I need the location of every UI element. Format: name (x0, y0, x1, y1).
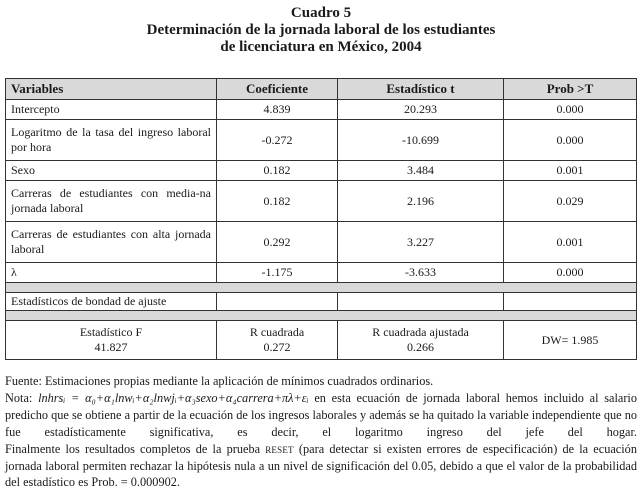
separator-cell (6, 283, 637, 293)
row-coef: 4.839 (217, 100, 338, 120)
row-t: 20.293 (338, 100, 504, 120)
adj-r2-value: 0.266 (407, 340, 434, 354)
fit-label: Estadísticos de bondad de ajuste (6, 293, 217, 311)
separator-row (6, 283, 637, 293)
row-variable: Sexo (6, 161, 217, 181)
empty-cell (338, 293, 504, 311)
f-stat-value: 41.827 (94, 340, 128, 354)
header-variables: Variables (6, 79, 217, 100)
reset-note (5, 441, 637, 492)
nota-prefix: Nota: (5, 390, 39, 405)
row-variable: Carreras de estudiantes con alta jornada laboral (6, 222, 217, 263)
header-coeficiente: Coeficiente (217, 79, 338, 100)
reset-note-a: Finalmente los resultados completos de la prueba (5, 441, 266, 456)
row-coef: 0.292 (217, 222, 338, 263)
header-row (6, 79, 637, 100)
table-title-line1: Determinación de la jornada laboral de los estudiantes (146, 22, 496, 38)
row-p: 0.000 (504, 120, 637, 161)
header-prob: Prob >T (504, 79, 637, 100)
row-t: 3.484 (338, 161, 504, 181)
source-note: Fuente: Estimaciones propias mediante la aplicación de mínimos cuadrados ordinarios. (5, 374, 434, 388)
row-t: 3.227 (338, 222, 504, 263)
row-p: 0.000 (504, 263, 637, 283)
row-variable: Carreras de estudiantes con media-na jornada laboral (6, 181, 217, 222)
table-row (6, 161, 637, 181)
equation: ᵢ = α₀+α₁lnwᵢ+α₂lnwjᵢ+α₃sexo+α₄carrera+πλ+εᵢ (63, 390, 309, 405)
notes-section (5, 373, 637, 491)
row-t: 2.196 (338, 181, 504, 222)
table-row (6, 263, 637, 283)
row-variable: Logaritmo de la tasa del ingreso laboral por hora (6, 120, 217, 161)
row-p: 0.001 (504, 222, 637, 263)
r2-value: 0.272 (263, 340, 291, 354)
table-row (6, 120, 637, 161)
method-note-text: en esta ecuación de jornada laboral hemos incluido al salario predicho que se obtiene a partir de la ecuación de los ingresos laborales y además se ha quitado la variable independiente que no fue estadísticamente significativa, es decir, el logaritmo ingreso del jefe del hogar. (5, 390, 637, 439)
empty-cell (217, 293, 338, 311)
table-row (6, 100, 637, 120)
row-t: -10.699 (338, 120, 504, 161)
table-row (6, 222, 637, 263)
row-p: 0.001 (504, 161, 637, 181)
row-p: 0.000 (504, 100, 637, 120)
dw-cell: DW= 1.985 (504, 321, 637, 360)
row-t: -3.633 (338, 263, 504, 283)
r2-label: R cuadrada (249, 325, 305, 339)
row-coef: -0.272 (217, 120, 338, 161)
equation-name: lnhrs (38, 390, 64, 405)
row-coef: -1.175 (217, 263, 338, 283)
row-coef: 0.182 (217, 161, 338, 181)
row-coef: 0.182 (217, 181, 338, 222)
adj-r2-cell (338, 321, 504, 360)
fit-stats-row (6, 321, 637, 360)
row-variable: Intercepto (6, 100, 217, 120)
header-estadistico-t: Estadístico t (338, 79, 504, 100)
row-p: 0.029 (504, 181, 637, 222)
regression-table (5, 78, 637, 360)
separator-row (6, 311, 637, 321)
f-stat-label: Estadístico F (79, 325, 143, 339)
adj-r2-label: R cuadrada ajustada (372, 325, 469, 339)
empty-cell (504, 293, 637, 311)
f-stat-cell (6, 321, 217, 360)
table-title-line2: de licenciatura en México, 2004 (220, 39, 422, 55)
fit-label-row (6, 293, 637, 311)
reset-term: reset (265, 441, 294, 456)
table-row (6, 181, 637, 222)
method-note (5, 390, 637, 441)
table-number: Cuadro 5 (290, 5, 352, 21)
separator-cell (6, 311, 637, 321)
row-variable: λ (6, 263, 217, 283)
reset-note-b: (para detectar si existen errores de especificación) de la ecuación jornada laboral permiten rechazar la hipótesis nula a un nivel de significación del 0.05, debido a que el valor de la probabilidad del estadístico es Prob. = 0.000902. (5, 441, 637, 490)
r2-cell (217, 321, 338, 360)
